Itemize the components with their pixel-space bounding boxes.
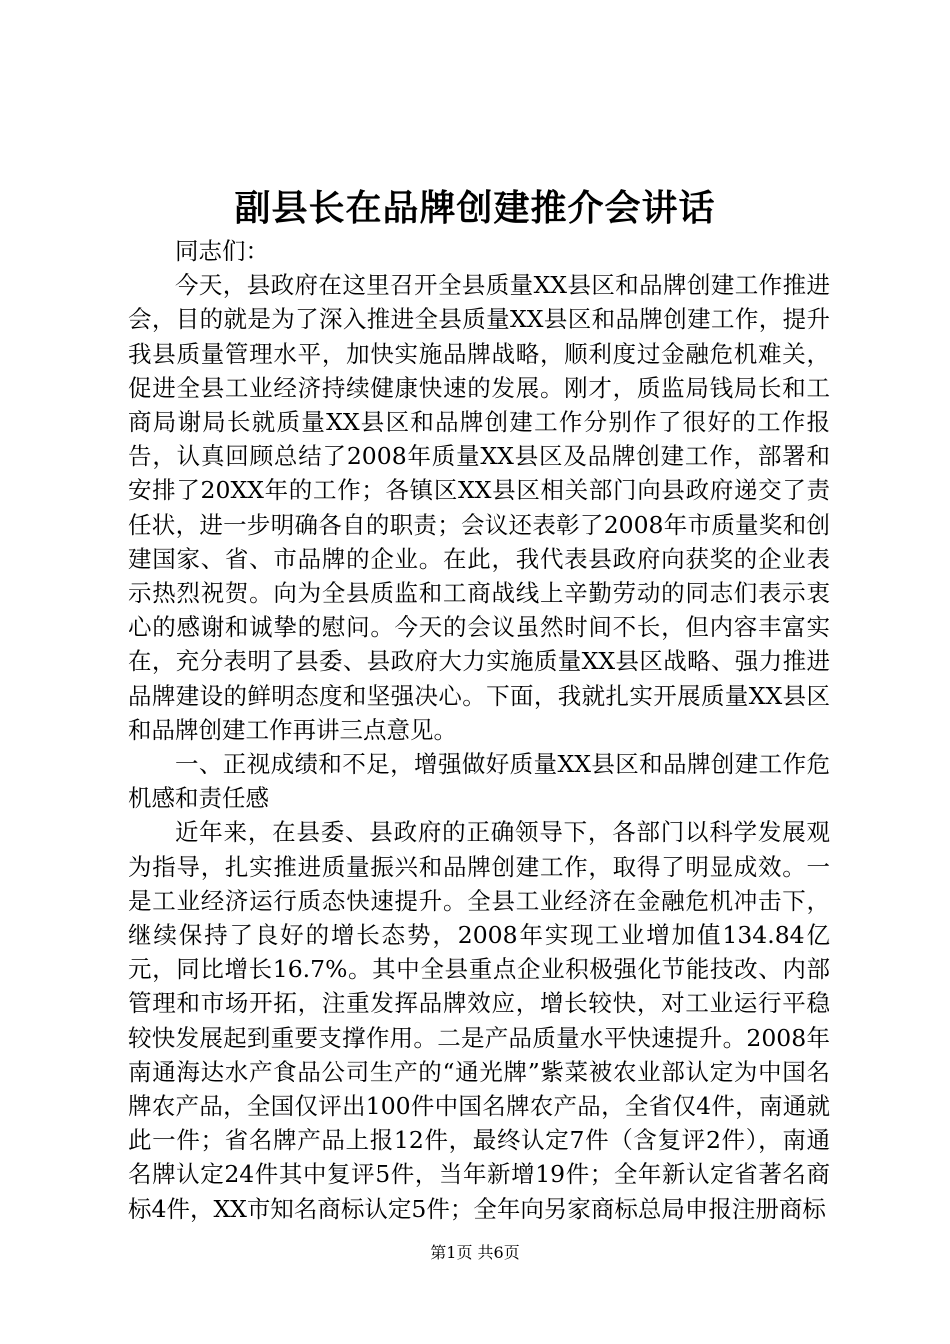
document-title: 副县长在品牌创建推介会讲话 — [234, 187, 716, 229]
opening-paragraph: 今天，县政府在这里召开全县质量XX县区和品牌创建工作推进会，目的就是为了深入推进全县质量XX县区和品牌创建工作，提升我县质量管理水平，加快实施品牌战略，顺利度过金融危机难关，促进全县工业经济持续健康快速的发展。刚才，质监局钱局长和工商局谢局长就质量XX县区和品牌创建工作分别作了很好的工作报告，认真回顾总结了2008年质量XX县区及品牌创建工作，部署和安排了20XX年的工作；各镇区XX县区相关部门向县政府递交了责任状，进一步明确各自的职责；会议还表彰了2008年市质量奖和创建国家、省、市品牌的企业。在此，我代表县政府向获奖的企业表示热烈祝贺。向为全县质监和工商战线上辛勤劳动的同志们表示衷心的感谢和诚挚的慰问。今天的会议虽然时间不长，但内容丰富实在，充分表明了县委、县政府大力实施质量XX县区战略、强力推进品牌建设的鲜明态度和坚强决心。下面，我就扎实开展质量XX县区和品牌创建工作再讲三点意见。 — [128, 271, 830, 744]
salutation-paragraph: 同志们： — [175, 237, 269, 265]
achievements-paragraph: 近年来，在县委、县政府的正确领导下，各部门以科学发展观为指导，扎实推进质量振兴和品牌创建工作，取得了明显成效。一是工业经济运行质态快速提升。全县工业经济在金融危机冲击下，继续保持了良好的增长态势，2008年实现工业增加值134.84亿元，同比增长16.7%。其中全县重点企业积极强化节能技改、内部管理和市场开拓，注重发挥品牌效应，增长较快，对工业运行平稳较快发展起到重要支撑作用。二是产品质量水平快速提升。2008年南通海达水产食品公司生产的“通光牌”紫菜被农业部认定为中国名牌农产品，全国仅评出100件中国名牌农产品，全省仅4件，南通就此一件；省名牌产品上报12件，最终认定7件（含复评2件），南通名牌认定24件其中复评5件，当年新增19件；全年新认定省著名商标4件，XX市知名商标认定5件；全年向另家商标总局申报注册商标 — [128, 818, 830, 1223]
section-heading-1: 一、正视成绩和不足，增强做好质量XX县区和品牌创建工作危机感和责任感 — [128, 750, 830, 813]
page-number-footer: 第1页 共6页 — [430, 1243, 520, 1262]
document-body — [128, 234, 830, 1226]
